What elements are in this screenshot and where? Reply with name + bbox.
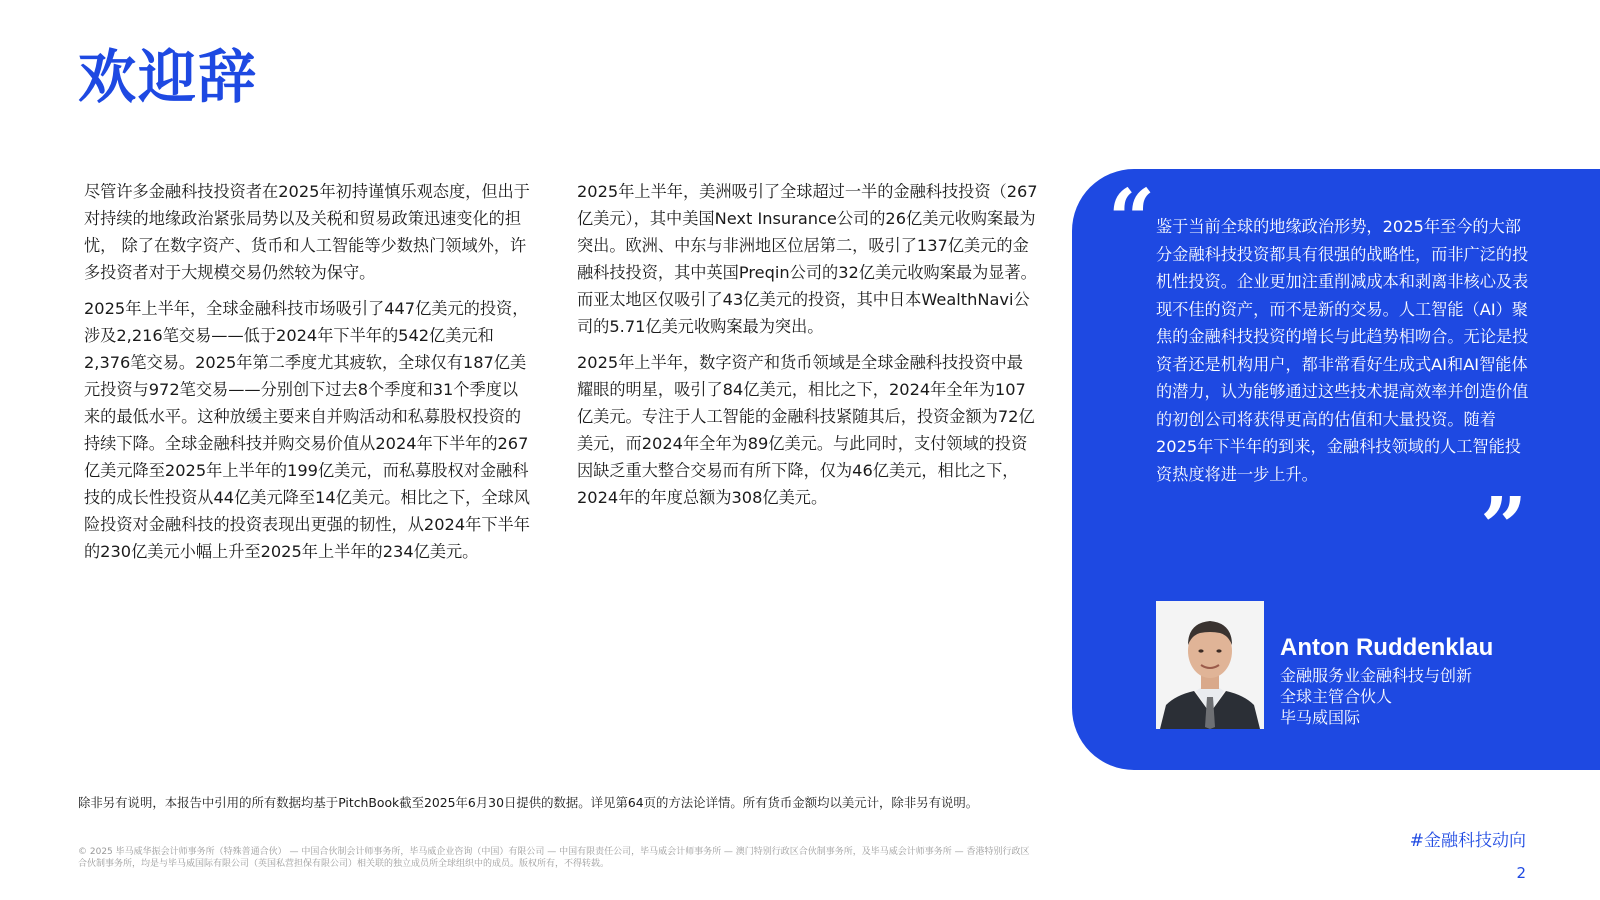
legal-notice: © 2025 毕马威华振会计师事务所（特殊普通合伙） — 中国合伙制会计师事务所，毕马威企业咨询（中国）有限公司 — 中国有限责任公司，毕马威会计师事务所 — 澳门特别行政区合伙制事务所，及毕马威会计师事务所 — 香港特别行政区合伙制事务所，均是与毕马威国际有限公司（英国私营担保有限公司）相关联的独立成员所全球组织中的成员。版权所有，不得转载。 [78, 847, 1030, 869]
text-column-left [84, 178, 532, 574]
role-line: 全球主管合伙人 [1280, 687, 1393, 706]
page-title: 欢迎辞 [78, 43, 259, 111]
portrait-photo [1156, 601, 1264, 729]
page-number: 2 [1516, 864, 1526, 882]
role-line: 毕马威国际 [1280, 708, 1361, 727]
hashtag-label: #金融科技动向 [1409, 831, 1526, 851]
data-source-footnote: 除非另有说明，本报告中引用的所有数据均基于PitchBook截至2025年6月30日提供的数据。详见第64页的方法论详情。所有货币金额均以美元计，除非另有说明。 [78, 795, 979, 810]
paragraph: 2025年上半年，数字资产和货币领域是全球金融科技投资中最耀眼的明星，吸引了84亿美元，相比之下，2024年全年为107亿美元。专注于人工智能的金融科技紧随其后，投资金额为72亿美元，而2024年全年为89亿美元。与此同时，支付领域的投资因缺乏重大整合交易而有所下降，仅为46亿美元，相比之下，2024年的年度总额为308亿美元。 [577, 353, 1035, 507]
paragraph: 2025年上半年，美洲吸引了全球超过一半的金融科技投资（267亿美元），其中美国Next Insurance公司的26亿美元收购案最为突出。欧洲、中东与非洲地区位居第二，吸引了137亿美元的金融科技投资，其中英国Preqin公司的32亿美元收购案最为显著。而亚太地区仅吸引了43亿美元的投资，其中日本WealthNavi公司的5.71亿美元收购案最为突出。 [577, 182, 1038, 336]
person-role [1280, 665, 1472, 728]
paragraph: 尽管许多金融科技投资者在2025年初持谨慎乐观态度，但出于对持续的地缘政治紧张局势以及关税和贸易政策迅速变化的担忧， 除了在数字资产、货币和人工智能等少数热门领域外，许多投资者对于大规模交易仍然较为保守。 [84, 182, 530, 282]
quote-panel [1072, 169, 1600, 770]
portrait-illustration [1156, 601, 1264, 729]
quote-text: 鉴于当前全球的地缘政治形势，2025年至今的大部分金融科技投资都具有很强的战略性，而非广泛的投机性投资。企业更加注重削减成本和剥离非核心及表现不佳的资产，而不是新的交易。人工智能（AI）聚焦的金融科技投资的增长与此趋势相吻合。无论是投资者还是机构用户，都非常看好生成式AI和AI智能体的潜力，认为能够通过这些技术提高效率并创造价值的初创公司将获得更高的估值和大量投资。随着2025年下半年的到来，金融科技领域的人工智能投资热度将进一步上升。 [1156, 217, 1529, 484]
person-name: Anton Ruddenklau [1280, 634, 1494, 661]
close-quote-mark: ” [1480, 480, 1528, 576]
role-line: 金融服务业金融科技与创新 [1280, 666, 1473, 685]
paragraph: 2025年上半年，全球金融科技市场吸引了447亿美元的投资，涉及2,216笔交易——低于2024年下半年的542亿美元和2,376笔交易。2025年第二季度尤其疲软，全球仅有187亿美元投资与972笔交易——分别创下过去8个季度和31个季度以来的最低水平。这种放缓主要来自并购活动和私募股权投资的持续下降。全球金融科技并购交易价值从2024年下半年的267亿美元降至2025年上半年的199亿美元，而私募股权对金融科技的成长性投资从44亿美元降至14亿美元。相比之下，全球风险投资对金融科技的投资表现出更强的韧性，从2024年下半年的230亿美元小幅上升至2025年上半年的234亿美元。 [84, 299, 530, 561]
open-quote-mark: “ [1108, 172, 1156, 268]
text-column-middle [577, 178, 1039, 520]
